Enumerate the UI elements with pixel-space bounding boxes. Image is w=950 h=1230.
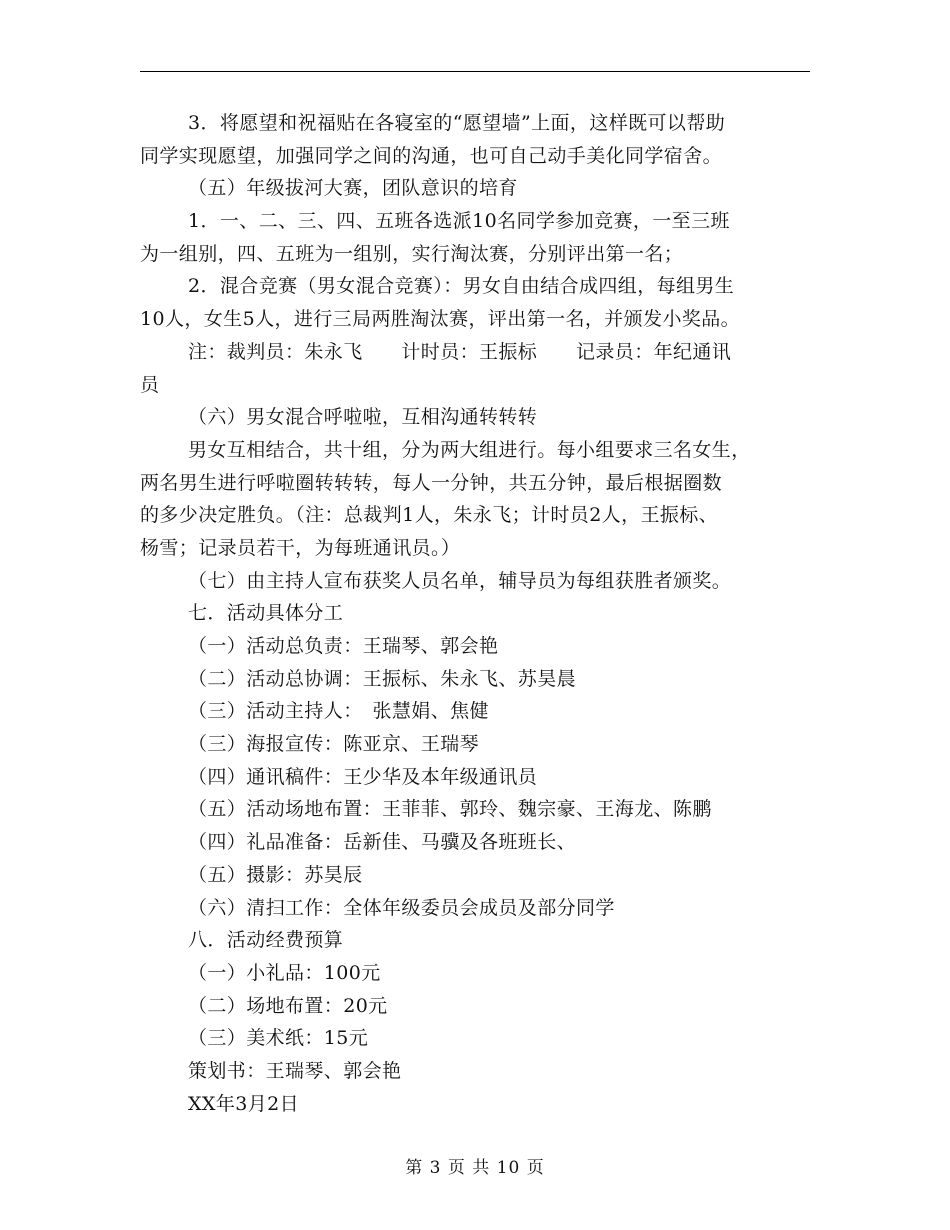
paragraph-line: 2．混合竞赛（男女混合竞赛）：男女自由结合成四组，每组男生 bbox=[188, 275, 735, 298]
paragraph-line: 两名男生进行呼啦圈转转转，每人一分钟，共五分钟，最后根据圈数 bbox=[140, 471, 723, 494]
paragraph-line: （六）清扫工作：全体年级委员会成员及部分同学 bbox=[188, 896, 615, 919]
paragraph-line: （一）小礼品：100元 bbox=[188, 961, 381, 984]
paragraph-line: 杨雪；记录员若干，为每班通讯员。） bbox=[140, 536, 461, 559]
paragraph-line: 男女互相结合，共十组，分为两大组进行。每小组要求三名女生， bbox=[188, 438, 751, 461]
paragraph-line: 10人，女生5人，进行三局两胜淘汰赛，评出第一名，并颁发小奖品。 bbox=[140, 308, 741, 331]
paragraph-line: XX年3月2日 bbox=[188, 1092, 300, 1115]
paragraph-line: （五）年级拔河大赛，团队意识的培育 bbox=[188, 177, 518, 200]
header-rule bbox=[140, 71, 810, 72]
paragraph-line: （三）海报宣传：陈亚京、王瑞琴 bbox=[188, 733, 480, 756]
paragraph-line: （五）活动场地布置：王菲菲、郭玲、魏宗豪、王海龙、陈鹏 bbox=[188, 798, 712, 821]
paragraph-line: （五）摄影：苏昊辰 bbox=[188, 863, 363, 886]
paragraph-line: （六）男女混合呼啦啦，互相沟通转转转 bbox=[188, 406, 538, 429]
paragraph-line: （三）美术纸：15元 bbox=[188, 1027, 369, 1050]
paragraph-line: 七．活动具体分工 bbox=[188, 602, 344, 625]
paragraph-line: 员 bbox=[140, 373, 160, 396]
paragraph-line: 3．将愿望和祝福贴在各寝室的“愿望墙”上面，这样既可以帮助 bbox=[188, 112, 726, 134]
document-body bbox=[140, 107, 810, 1120]
paragraph-line: （二）活动总协调：王振标、朱永飞、苏昊晨 bbox=[188, 667, 577, 690]
paragraph-line: （一）活动总负责：王瑞琴、郭会艳 bbox=[188, 635, 499, 657]
paragraph-line: 1．一、二、三、四、五班各选派10名同学参加竞赛，一至三班 bbox=[188, 210, 730, 233]
paragraph-line: 注：裁判员：朱永飞 计时员：王振标 记录员：年纪通讯 bbox=[188, 340, 732, 363]
paragraph-line: 为一组别，四、五班为一组别，实行淘汰赛，分别评出第一名； bbox=[140, 242, 684, 265]
paragraph-line: （七）由主持人宣布获奖人员名单，辅导员为每组获胜者颁奖。 bbox=[188, 569, 732, 592]
paragraph-line: 策划书：王瑞琴、郭会艳 bbox=[188, 1059, 402, 1082]
paragraph-line: 同学实现愿望，加强同学之间的沟通，也可自己动手美化同学宿舍。 bbox=[140, 144, 723, 167]
paragraph-line: 的多少决定胜负。（注：总裁判1人，朱永飞；计时员2人，王振标、 bbox=[140, 504, 719, 527]
paragraph-line: （二）场地布置：20元 bbox=[188, 994, 388, 1017]
paragraph-line: （三）活动主持人： 张慧娟、焦健 bbox=[188, 700, 489, 723]
paragraph-line: （四）礼品准备：岳新佳、马骥及各班班长、 bbox=[188, 831, 577, 854]
page-number-footer: 第 3 页 共 10 页 bbox=[405, 1158, 545, 1178]
paragraph-line: （四）通讯稿件：王少华及本年级通讯员 bbox=[188, 765, 538, 788]
paragraph-line: 八．活动经费预算 bbox=[188, 929, 344, 952]
